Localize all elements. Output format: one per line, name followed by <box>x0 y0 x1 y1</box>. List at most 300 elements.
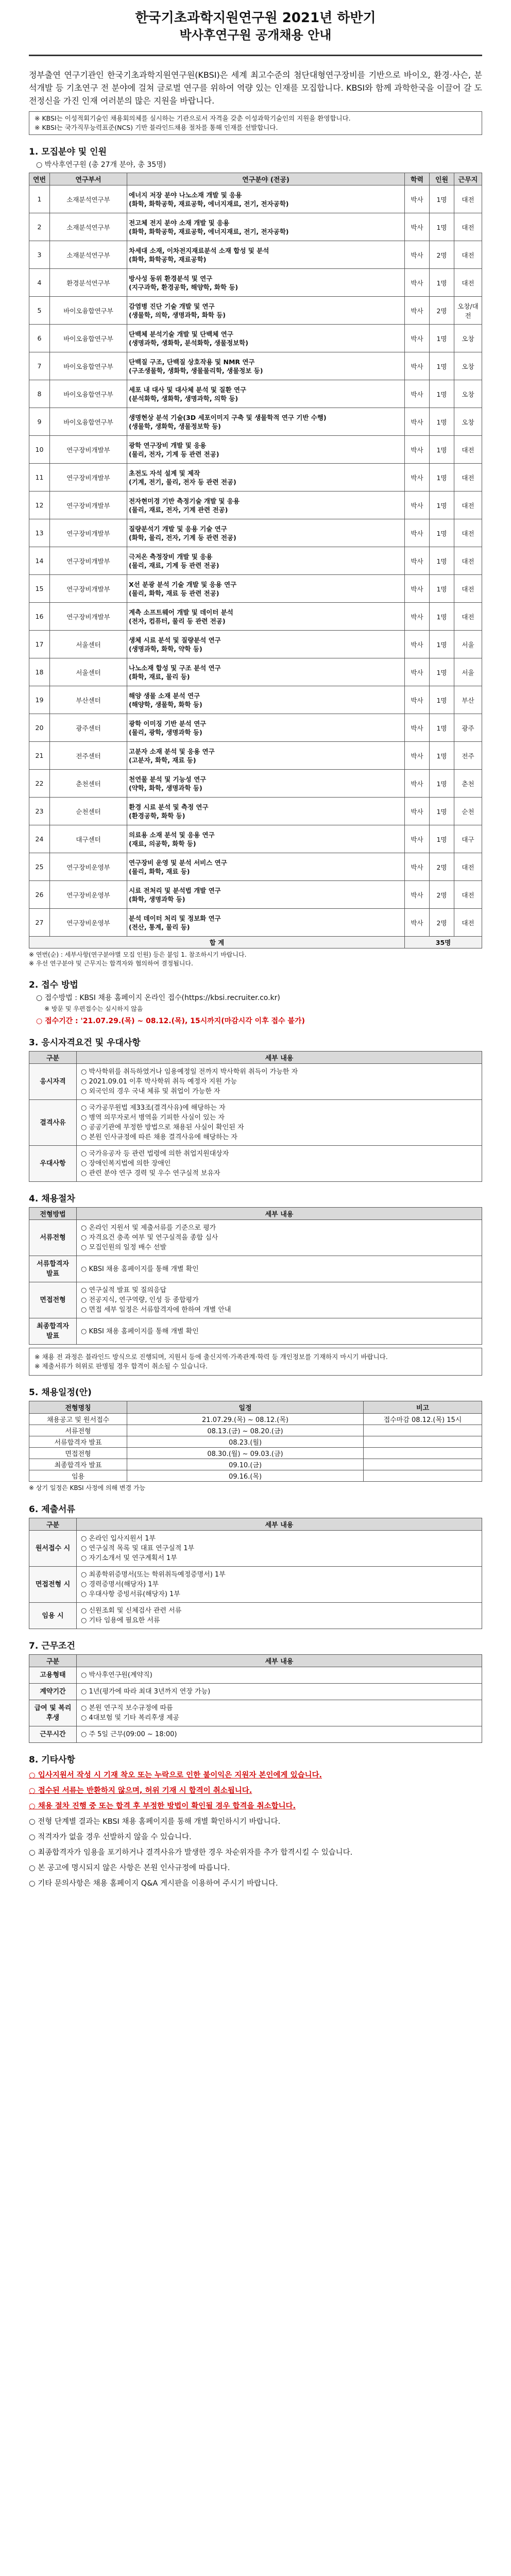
table-row <box>29 185 482 213</box>
process-note: ※ 채용 전 과정은 블라인드 방식으로 진행되며, 지원서 등에 출신지역·가족관계·학력 등 개인정보를 기재하지 마시기 바랍니다. <box>35 1353 388 1361</box>
process-table <box>29 1207 482 1345</box>
schedule-note <box>364 1448 482 1459</box>
schedule-date: 21.07.29.(목) ~ 08.12.(목) <box>127 1414 364 1425</box>
row-content <box>77 1064 482 1100</box>
table-header-row <box>29 1052 482 1064</box>
row-label: 임용 시 <box>29 1603 77 1629</box>
col-header: 세부 내용 <box>77 1518 482 1531</box>
row-location: 서울 <box>454 658 482 686</box>
schedule-date: 09.16.(목) <box>127 1470 364 1482</box>
table-row <box>29 1726 482 1743</box>
row-count: 1명 <box>430 714 454 742</box>
row-line: ○ 1년(평가에 따라 최대 3년까지 연장 가능) <box>81 1688 211 1696</box>
table-row <box>29 1700 482 1726</box>
table-header-row <box>29 1208 482 1220</box>
row-field: 차세대 소재, 이차전지재료분석 소재 합성 및 분석 (화학, 화학공학, 재료공학) <box>127 241 405 269</box>
total-count: 35명 <box>405 937 482 948</box>
row-label: 우대사항 <box>29 1146 77 1182</box>
row-degree: 박사 <box>405 770 430 798</box>
row-field: 광학 이미징 기반 분석 연구 (물리, 광학, 생명과학 등) <box>127 714 405 742</box>
table-row <box>29 241 482 269</box>
col-header: 비고 <box>364 1401 482 1414</box>
row-number: 19 <box>29 686 50 714</box>
table-row <box>29 1064 482 1100</box>
row-label: 계약기간 <box>29 1684 77 1700</box>
schedule-footnote: ※ 상기 일정은 KBSI 사정에 의해 변경 가능 <box>29 1484 146 1492</box>
row-content <box>77 1567 482 1603</box>
table-row <box>29 213 482 241</box>
row-count: 1명 <box>430 408 454 436</box>
row-label: 결격사유 <box>29 1100 77 1146</box>
schedule-note <box>364 1459 482 1470</box>
table-row <box>29 742 482 770</box>
row-department: 바이오융합연구부 <box>50 380 127 408</box>
row-field: 연구장비 운영 및 분석 서비스 연구 (물리, 화학, 재료 등) <box>127 853 405 881</box>
col-header: 학력 <box>405 173 430 185</box>
row-degree: 박사 <box>405 464 430 492</box>
row-line: ○ 전공지식, 연구역량, 인성 등 종합평가 <box>81 1296 199 1304</box>
row-count: 1명 <box>430 325 454 352</box>
row-field: X선 분광 분석 기술 개발 및 응용 연구 (물리, 화학, 재료 등 관련 전공) <box>127 575 405 603</box>
row-degree: 박사 <box>405 631 430 658</box>
col-header: 연구분야 (전공) <box>127 173 405 185</box>
row-number: 2 <box>29 213 50 241</box>
row-department: 전주센터 <box>50 742 127 770</box>
col-header: 전형방법 <box>29 1208 77 1220</box>
row-count: 2명 <box>430 853 454 881</box>
row-location: 부산 <box>454 686 482 714</box>
table-row <box>29 1667 482 1684</box>
row-count: 1명 <box>430 492 454 519</box>
table-row <box>29 547 482 575</box>
row-location: 춘천 <box>454 770 482 798</box>
col-header: 연번 <box>29 173 50 185</box>
table-row <box>29 1603 482 1629</box>
note-line: ※ KBSI는 국가직무능력표준(NCS) 기반 블라인드채용 절차를 통해 인재를 선발합니다. <box>35 124 278 131</box>
row-line: ○ 박사후연구원(계약직) <box>81 1671 152 1679</box>
row-department: 바이오융합연구부 <box>50 325 127 352</box>
row-count: 1명 <box>430 686 454 714</box>
row-content <box>77 1282 482 1318</box>
row-degree: 박사 <box>405 686 430 714</box>
row-degree: 박사 <box>405 185 430 213</box>
row-location: 오창 <box>454 380 482 408</box>
row-degree: 박사 <box>405 742 430 770</box>
row-number: 8 <box>29 380 50 408</box>
row-number: 26 <box>29 881 50 909</box>
row-department: 연구장비개발부 <box>50 492 127 519</box>
total-label: 합 계 <box>29 937 405 948</box>
row-field: 세포 내 대사 및 대사체 분석 및 질환 연구 (분석화학, 생화학, 생명과학, 의학 등) <box>127 380 405 408</box>
table-row <box>29 1100 482 1146</box>
note-line: ※ KBSI는 이성적회기술인 채용회의체를 실시하는 기관으로서 자격을 갖춘 이성과학기술인의 지원을 환영합니다. <box>35 114 351 122</box>
row-location: 대전 <box>454 492 482 519</box>
row-line: ○ 2021.09.01 이후 박사학위 취득 예정자 지원 가능 <box>81 1078 237 1086</box>
row-location: 광주 <box>454 714 482 742</box>
process-note: ※ 제출서류가 허위로 판명될 경우 합격이 취소될 수 있습니다. <box>35 1362 208 1370</box>
row-count: 1명 <box>430 213 454 241</box>
row-field: 에너지 저장 분야 나노소재 개발 및 응용 (화학, 화학공학, 재료공학, 에너지재료, 전기, 전자공학) <box>127 185 405 213</box>
positions-header-row <box>29 173 482 185</box>
table-row <box>29 297 482 325</box>
row-degree: 박사 <box>405 575 430 603</box>
row-department: 소재분석연구부 <box>50 241 127 269</box>
row-number: 17 <box>29 631 50 658</box>
documents-table <box>29 1518 482 1629</box>
row-degree: 박사 <box>405 297 430 325</box>
table-row <box>29 881 482 909</box>
row-number: 4 <box>29 269 50 297</box>
row-number: 5 <box>29 297 50 325</box>
section-5-title: 5. 채용일정(안) <box>29 1387 92 1398</box>
row-label: 서류합격자 발표 <box>29 1256 77 1282</box>
row-department: 바이오융합연구부 <box>50 408 127 436</box>
row-location: 대전 <box>454 575 482 603</box>
table-row <box>29 1282 482 1318</box>
row-line: ○ 주 5일 근무(09:00 ~ 18:00) <box>81 1731 177 1738</box>
row-count: 1명 <box>430 352 454 380</box>
process-body <box>29 1220 482 1345</box>
table-row <box>29 714 482 742</box>
positions-total-row <box>29 937 482 948</box>
row-line: ○ 장애인복지법에 의한 장애인 <box>81 1160 171 1167</box>
row-content <box>77 1603 482 1629</box>
schedule-date: 09.10.(금) <box>127 1459 364 1470</box>
row-department: 부산센터 <box>50 686 127 714</box>
row-label: 면접전형 시 <box>29 1567 77 1603</box>
row-department: 서울센터 <box>50 658 127 686</box>
schedule-name: 최종합격자 발표 <box>29 1459 127 1470</box>
col-header: 근무지 <box>454 173 482 185</box>
row-count: 1명 <box>430 742 454 770</box>
row-field: 광학 연구장비 개발 및 응용 (물리, 전자, 기계 등 관련 전공) <box>127 436 405 464</box>
row-line: ○ 연구실적 목록 및 대표 연구실적 1부 <box>81 1545 195 1552</box>
row-degree: 박사 <box>405 909 430 937</box>
row-count: 1명 <box>430 575 454 603</box>
row-count: 2명 <box>430 297 454 325</box>
row-field: 해양 생물 소재 분석 연구 (해양학, 생물학, 화학 등) <box>127 686 405 714</box>
section-4-title: 4. 채용절차 <box>29 1194 75 1204</box>
row-degree: 박사 <box>405 352 430 380</box>
schedule-table <box>29 1401 482 1482</box>
row-field: 생명현상 분석 기술(3D 세포이미지 구축 및 생물학적 연구 기반 수행) (생물학, 생화학, 생물정보학 등) <box>127 408 405 436</box>
table-row <box>29 909 482 937</box>
row-content <box>77 1531 482 1567</box>
row-line: ○ 본원 인사규정에 따른 채용 결격사유에 해당하는 자 <box>81 1133 237 1141</box>
list-item: ○ 본 공고에 명시되지 않은 사항은 본원 인사규정에 따릅니다. <box>29 1864 230 1872</box>
row-content <box>77 1220 482 1256</box>
row-location: 전주 <box>454 742 482 770</box>
schedule-note <box>364 1470 482 1482</box>
row-degree: 박사 <box>405 492 430 519</box>
row-line: ○ 자기소개서 및 연구계획서 1부 <box>81 1554 177 1562</box>
col-header: 구분 <box>29 1518 77 1531</box>
table-row <box>29 1436 482 1448</box>
row-content <box>77 1700 482 1726</box>
row-location: 순천 <box>454 798 482 825</box>
row-degree: 박사 <box>405 881 430 909</box>
row-location: 대전 <box>454 909 482 937</box>
row-degree: 박사 <box>405 269 430 297</box>
table-row <box>29 1459 482 1470</box>
row-location: 대전 <box>454 269 482 297</box>
row-number: 11 <box>29 464 50 492</box>
table-row <box>29 1414 482 1425</box>
table-row <box>29 575 482 603</box>
table-row <box>29 492 482 519</box>
row-location: 대전 <box>454 436 482 464</box>
title-divider <box>29 55 482 56</box>
schedule-name: 임용 <box>29 1470 127 1482</box>
row-field: 시료 전처리 및 분석법 개발 연구 (화학, 생명과학 등) <box>127 881 405 909</box>
documents-body <box>29 1531 482 1629</box>
row-location: 서울 <box>454 631 482 658</box>
row-line: ○ KBSI 채용 홈페이지를 통해 개별 확인 <box>81 1265 199 1273</box>
row-department: 연구장비개발부 <box>50 575 127 603</box>
schedule-name: 서류전형 <box>29 1425 127 1436</box>
row-line: ○ 온라인 입사지원서 1부 <box>81 1535 156 1543</box>
schedule-name: 서류합격자 발표 <box>29 1436 127 1448</box>
row-line: ○ 모집인원의 일정 배수 선발 <box>81 1244 167 1251</box>
notice-title <box>29 0 482 43</box>
table-row <box>29 1684 482 1700</box>
section-2-title: 2. 접수 방법 <box>29 980 78 990</box>
row-number: 7 <box>29 352 50 380</box>
table-row <box>29 408 482 436</box>
row-count: 1명 <box>430 436 454 464</box>
schedule-date: 08.23.(월) <box>127 1436 364 1448</box>
col-header: 전형명칭 <box>29 1401 127 1414</box>
row-department: 연구장비개발부 <box>50 436 127 464</box>
table-row <box>29 1256 482 1282</box>
row-line: ○ 우대사항 증빙서류(해당자) 1부 <box>81 1590 180 1598</box>
row-number: 27 <box>29 909 50 937</box>
row-label: 급여 및 복리후생 <box>29 1700 77 1726</box>
row-label: 서류전형 <box>29 1220 77 1256</box>
row-field: 감염병 진단 기술 개발 및 연구 (생물학, 의학, 생명과학, 화학 등) <box>127 297 405 325</box>
table-row <box>29 1531 482 1567</box>
row-degree: 박사 <box>405 853 430 881</box>
col-header: 세부 내용 <box>77 1655 482 1667</box>
row-label: 면접전형 <box>29 1282 77 1318</box>
list-item: ○ 기타 문의사항은 채용 홈페이지 Q&A 게시판을 이용하여 주시기 바랍니다. <box>29 1879 278 1888</box>
row-count: 1명 <box>430 269 454 297</box>
row-field: 방사성 동위 환경분석 및 연구 (지구과학, 환경공학, 해양학, 화학 등) <box>127 269 405 297</box>
section-6-title: 6. 제출서류 <box>29 1504 75 1515</box>
row-line: ○ 관련 분야 연구 경력 및 우수 연구실적 보유자 <box>81 1170 220 1177</box>
notes-box <box>29 111 482 135</box>
table-row <box>29 853 482 881</box>
row-number: 14 <box>29 547 50 575</box>
table-row <box>29 325 482 352</box>
row-field: 의료용 소재 분석 및 응용 연구 (재료, 의공학, 화학 등) <box>127 825 405 853</box>
schedule-note: 접수마감 08.12.(목) 15시 <box>364 1414 482 1425</box>
col-header: 구분 <box>29 1052 77 1064</box>
list-item: ○ 채용 절차 진행 중 또는 합격 후 부정한 방법이 확인될 경우 합격을 취소합니다. <box>29 1802 296 1810</box>
row-degree: 박사 <box>405 714 430 742</box>
row-field: 전자현미경 기반 측정기술 개발 및 응용 (물리, 재료, 전자, 기계 관련 전공) <box>127 492 405 519</box>
row-degree: 박사 <box>405 380 430 408</box>
schedule-note <box>364 1425 482 1436</box>
row-location: 대전 <box>454 185 482 213</box>
qualification-body <box>29 1064 482 1182</box>
row-line: ○ 본원 연구직 보수규정에 따름 <box>81 1704 173 1712</box>
table-row <box>29 1425 482 1436</box>
section-7-title: 7. 근무조건 <box>29 1641 75 1651</box>
row-field: 초전도 자석 설계 및 제작 (기계, 전기, 물리, 전자 등 관련 전공) <box>127 464 405 492</box>
row-number: 25 <box>29 853 50 881</box>
row-line: ○ 공공기관에 부정한 방법으로 채용된 사실이 확인된 자 <box>81 1124 244 1131</box>
conditions-body <box>29 1667 482 1743</box>
row-label: 근무시간 <box>29 1726 77 1743</box>
row-location: 대전 <box>454 603 482 631</box>
row-department: 바이오융합연구부 <box>50 352 127 380</box>
section-1-subtitle: ○ 박사후연구원 (총 27개 분야, 총 35명) <box>36 161 166 169</box>
row-field: 나노소재 합성 및 구조 분석 연구 (화학, 재료, 물리 등) <box>127 658 405 686</box>
row-number: 13 <box>29 519 50 547</box>
table-header-row <box>29 1655 482 1667</box>
row-department: 바이오융합연구부 <box>50 297 127 325</box>
row-line: ○ 4대보험 및 기타 복리후생 제공 <box>81 1714 179 1722</box>
row-field: 천연물 분석 및 기능성 연구 (약학, 화학, 생명과학 등) <box>127 770 405 798</box>
row-department: 소재분석연구부 <box>50 185 127 213</box>
list-item: ○ 입사지원서 작성 시 기재 착오 또는 누락으로 인한 불이익은 지원자 본인에게 있습니다. <box>29 1771 322 1780</box>
row-location: 대전 <box>454 241 482 269</box>
row-department: 연구장비개발부 <box>50 547 127 575</box>
apply-note: ※ 방문 및 우편접수는 실시하지 않음 <box>44 1005 143 1012</box>
row-department: 연구장비운영부 <box>50 853 127 881</box>
table-row <box>29 1318 482 1345</box>
row-count: 2명 <box>430 241 454 269</box>
row-department: 소재분석연구부 <box>50 213 127 241</box>
intro-paragraph: 정부출연 연구기관인 한국기초과학지원연구원(KBSI)은 세계 최고수준의 첨단대형연구장비를 기반으로 바이오, 환경·사슨, 분석개발 등 기초연구 전 분야에 걸쳐 글로벌 연구를 위하여 역량 있는 인재를 모집합니다. KBSI와 함께 과학한국을 이끌어 갈 도전정신을 가진 인재 여러분의 많은 지원을 바랍니다. <box>29 70 482 106</box>
row-number: 15 <box>29 575 50 603</box>
qualification-table <box>29 1051 482 1182</box>
row-line: ○ 국가유공자 등 관련 법령에 의한 취업지원대상자 <box>81 1150 229 1158</box>
section-8-title: 8. 기타사항 <box>29 1755 75 1765</box>
row-line: ○ 연구실적 발표 및 질의응답 <box>81 1286 167 1294</box>
row-line: ○ 외국인의 경우 국내 체류 및 취업이 가능한 자 <box>81 1088 220 1095</box>
row-department: 환경분석연구부 <box>50 269 127 297</box>
row-line: ○ 온라인 지원서 및 제출서류를 기준으로 평가 <box>81 1224 216 1232</box>
row-number: 23 <box>29 798 50 825</box>
row-line: ○ 국가공무원법 제33조(결격사유)에 해당하는 자 <box>81 1104 226 1112</box>
row-department: 연구장비개발부 <box>50 464 127 492</box>
row-department: 대구센터 <box>50 825 127 853</box>
row-number: 18 <box>29 658 50 686</box>
apply-method: ○ 접수방법 : KBSI 채용 홈페이지 온라인 접수(https://kbsi.recruiter.co.kr) <box>36 994 280 1002</box>
footnote: ※ 우선 연구분야 및 근무지는 합격자와 협의하여 결정됩니다. <box>29 960 193 967</box>
schedule-date: 08.30.(월) ~ 09.03.(금) <box>127 1448 364 1459</box>
positions-body <box>29 185 482 937</box>
row-count: 1명 <box>430 631 454 658</box>
other-notes-list <box>29 1769 482 1890</box>
list-item: ○ 적격자가 없을 경우 선발하지 않을 수 있습니다. <box>29 1833 192 1841</box>
row-department: 연구장비개발부 <box>50 519 127 547</box>
row-number: 21 <box>29 742 50 770</box>
row-location: 대구 <box>454 825 482 853</box>
row-location: 대전 <box>454 853 482 881</box>
positions-footnotes <box>29 951 482 968</box>
title-line-2: 박사후연구원 공개채용 안내 <box>179 28 332 42</box>
table-row <box>29 519 482 547</box>
table-row <box>29 1220 482 1256</box>
row-line: ○ 자격요건 충족 여부 및 연구실적을 종합 심사 <box>81 1234 218 1242</box>
row-number: 6 <box>29 325 50 352</box>
table-header-row <box>29 1518 482 1531</box>
row-line: ○ 병역 의무자로서 병역을 기피한 사실이 있는 자 <box>81 1114 225 1122</box>
row-line: ○ 최종학위증명서(또는 학위취득예정증명서) 1부 <box>81 1571 226 1579</box>
table-row <box>29 631 482 658</box>
row-number: 16 <box>29 603 50 631</box>
row-count: 2명 <box>430 881 454 909</box>
schedule-note <box>364 1436 482 1448</box>
table-row <box>29 658 482 686</box>
row-content <box>77 1256 482 1282</box>
row-degree: 박사 <box>405 798 430 825</box>
table-row <box>29 1470 482 1482</box>
row-degree: 박사 <box>405 436 430 464</box>
row-department: 춘천센터 <box>50 770 127 798</box>
row-degree: 박사 <box>405 241 430 269</box>
row-number: 3 <box>29 241 50 269</box>
table-row <box>29 352 482 380</box>
row-count: 1명 <box>430 547 454 575</box>
row-field: 환경 시료 분석 및 측정 연구 (환경공학, 화학 등) <box>127 798 405 825</box>
table-row <box>29 798 482 825</box>
row-field: 단백체 분석기술 개발 및 단백체 연구 (생명과학, 생화학, 분석화학, 생물정보학) <box>127 325 405 352</box>
row-line: ○ 신원조회 및 신체검사 관련 서류 <box>81 1607 182 1615</box>
row-content <box>77 1100 482 1146</box>
row-location: 오창/대전 <box>454 297 482 325</box>
col-header: 세부 내용 <box>77 1052 482 1064</box>
row-location: 대전 <box>454 881 482 909</box>
row-degree: 박사 <box>405 325 430 352</box>
row-field: 단백질 구조, 단백질 상호작용 및 NMR 연구 (구조생물학, 생화학, 생물물리학, 생물정보 등) <box>127 352 405 380</box>
section-1-title: 1. 모집분야 및 인원 <box>29 147 107 157</box>
row-count: 2명 <box>430 909 454 937</box>
schedule-name: 채용공고 및 원서접수 <box>29 1414 127 1425</box>
table-row <box>29 1567 482 1603</box>
row-count: 1명 <box>430 185 454 213</box>
table-row <box>29 269 482 297</box>
row-line: ○ 경력증명서(해당자) 1부 <box>81 1581 159 1588</box>
col-header: 연구부서 <box>50 173 127 185</box>
row-degree: 박사 <box>405 658 430 686</box>
table-row <box>29 380 482 408</box>
footnote: ※ 연번(순) : 세부사항(연구분야별 모집 인원) 등은 붙임 1. 참조하시기 바랍니다. <box>29 951 247 958</box>
table-row <box>29 464 482 492</box>
conditions-table <box>29 1654 482 1743</box>
row-number: 10 <box>29 436 50 464</box>
table-row <box>29 603 482 631</box>
row-field: 전고체 전지 분야 소재 개발 및 응용 (화학, 화학공학, 재료공학, 에너지재료, 전기, 전자공학) <box>127 213 405 241</box>
row-location: 대전 <box>454 547 482 575</box>
row-degree: 박사 <box>405 825 430 853</box>
row-count: 1명 <box>430 519 454 547</box>
row-location: 오창 <box>454 325 482 352</box>
row-department: 순천센터 <box>50 798 127 825</box>
row-count: 1명 <box>430 770 454 798</box>
row-content <box>77 1318 482 1345</box>
col-header: 일정 <box>127 1401 364 1414</box>
row-label: 응시자격 <box>29 1064 77 1100</box>
row-number: 1 <box>29 185 50 213</box>
row-count: 1명 <box>430 464 454 492</box>
row-field: 고분자 소재 분석 및 응용 연구 (고분자, 화학, 재료 등) <box>127 742 405 770</box>
row-number: 20 <box>29 714 50 742</box>
row-number: 9 <box>29 408 50 436</box>
